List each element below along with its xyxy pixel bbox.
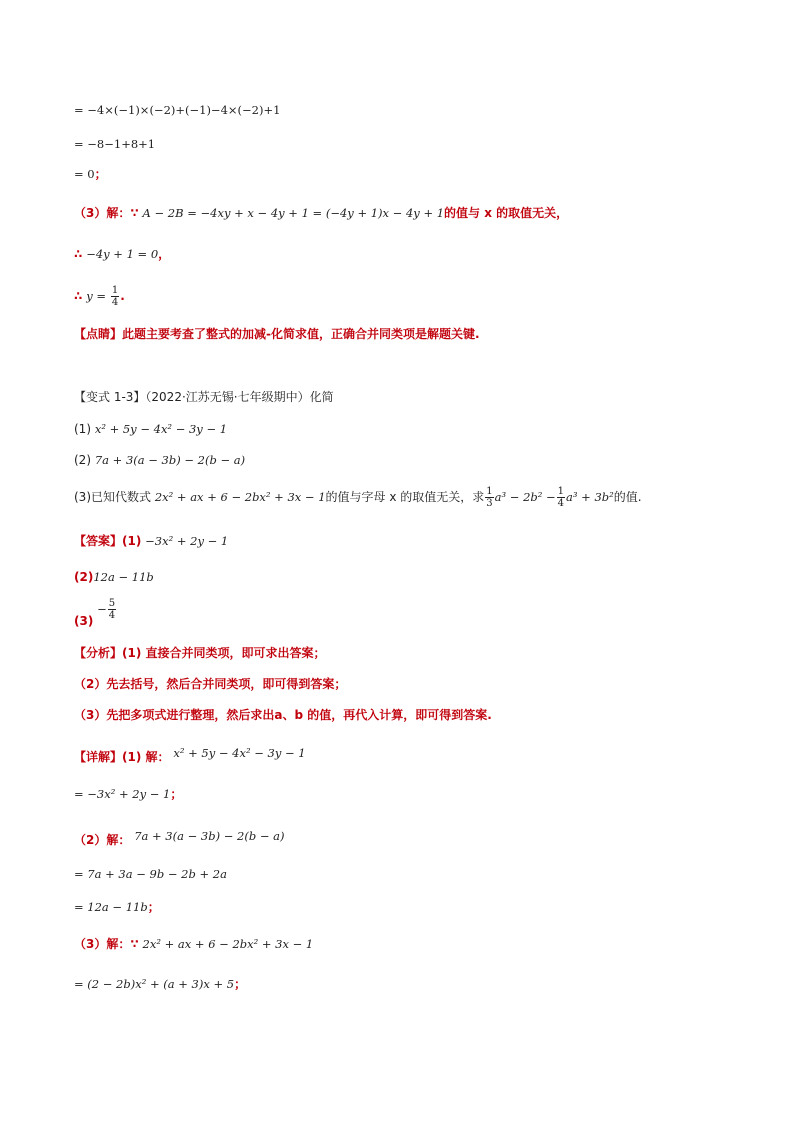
answer-2 (74, 569, 154, 585)
dianjing-tag: 【点睛】 (74, 327, 123, 341)
y-equals: y = (86, 289, 106, 303)
detail-tag: 【详解】 (74, 750, 123, 764)
line-2: = −8−1+8+1 (74, 137, 156, 151)
equation-y: −4y + 1 = 0 (86, 247, 159, 261)
q3-text1: 已知代数式 (91, 490, 152, 504)
step3-text: 的值与 x 的取值无关， (444, 206, 569, 220)
detail3-result: = (2 − 2b)x² + (a + 3)x + 5 (74, 977, 235, 991)
q2-expression: 7a + 3(a − 3b) − 2(b − a) (94, 453, 246, 467)
detail2-expression: 7a + 3(a − 3b) − 2(b − a) (134, 829, 285, 843)
detail1-label: (1) 解： (122, 750, 170, 764)
therefore-symbol: ∴ (74, 247, 83, 261)
fraction-five-quarters: $\frac{5}{4}$ (108, 598, 116, 621)
detail-3-r1 (74, 976, 246, 992)
answer-3 (74, 596, 117, 634)
analysis-2: （2）先去括号，然后合并同类项，即可得到答案； (74, 677, 347, 691)
detail2-result: = 12a − 11b (74, 900, 148, 914)
step3-label: （3）解： (74, 206, 131, 220)
detail-1 (74, 745, 306, 765)
comma: ， (158, 247, 171, 261)
q3-text3: 的值. (613, 490, 642, 504)
because-symbol: ∵ (130, 937, 139, 951)
detail-2-r2 (74, 899, 160, 915)
line-5 (74, 246, 170, 262)
line-3 (74, 166, 107, 182)
question-1 (74, 421, 227, 437)
dianjing-text: 此题主要考查了整式的加减-化简求值，正确合并同类项是解题关键. (122, 327, 480, 341)
analysis-text-1: (1) 直接合并同类项，即可求出答案； (122, 646, 326, 660)
detail1-expression: x² + 5y − 4x² − 3y − 1 (173, 746, 306, 760)
period: . (120, 289, 125, 303)
answer-tag: 【答案】 (74, 534, 123, 548)
detail2-label: （2）解： (74, 833, 131, 847)
variant-heading: 【变式 1-3】（2022·江苏无锡·七年级期中）化简 (74, 390, 334, 404)
detail3-expression: 2x² + ax + 6 − 2bx² + 3x − 1 (142, 937, 314, 951)
detail-3 (74, 936, 313, 952)
analysis-1 (74, 645, 326, 661)
q3-text2: 的值与字母 x 的取值无关，求 (325, 490, 485, 504)
q1-number: (1) (74, 422, 91, 436)
q3-expression: 2x² + ax + 6 − 2bx² + 3x − 1 (154, 490, 326, 504)
semicolon: ； (147, 900, 160, 914)
semicolon: ； (94, 167, 107, 181)
answer-1 (74, 533, 228, 549)
question-3 (74, 484, 642, 510)
q3-expression-2a: a³ − 2b² − (494, 490, 556, 504)
fraction-one-third: $\frac{1}{3}$ (486, 486, 493, 509)
step3-expression: A − 2B = −4xy + x − 4y + 1 = (−4y + 1)x − 4y + 1 (142, 206, 445, 220)
fraction-one-quarter-2: $\frac{1}{4}$ (557, 486, 565, 509)
because-symbol: ∵ (130, 206, 139, 220)
dianjing-line (74, 326, 480, 342)
ans3-sign: − (97, 602, 107, 616)
ans1-number: (1) (122, 534, 142, 548)
ans2-expression: 12a − 11b (93, 570, 154, 584)
ans1-expression: −3x² + 2y − 1 (145, 534, 229, 548)
semicolon: ； (170, 787, 183, 801)
ans3-number: (3) (74, 614, 94, 628)
analysis-3: （3）先把多项式进行整理，然后求出a、b 的值，再代入计算，即可得到答案. (74, 708, 492, 722)
therefore-symbol: ∴ (74, 289, 83, 303)
detail3-label: （3）解： (74, 937, 131, 951)
fraction-one-quarter: $\frac{1}{4}$ (111, 285, 119, 308)
q2-number: (2) (74, 453, 91, 467)
detail-1-result (74, 786, 182, 802)
detail1-result: = −3x² + 2y − 1 (74, 787, 171, 801)
detail-2 (74, 828, 284, 848)
line-6 (74, 284, 125, 308)
analysis-tag: 【分析】 (74, 646, 123, 660)
detail-2-r1: = 7a + 3a − 9b − 2b + 2a (74, 867, 227, 881)
question-2 (74, 452, 245, 468)
line-4 (74, 205, 568, 221)
q3-number: (3) (74, 490, 91, 504)
result-zero: = 0 (74, 167, 95, 181)
line-1: = −4×(−1)×(−2)+(−1)−4×(−2)+1 (74, 103, 281, 117)
q3-expression-2b: a³ + 3b² (566, 490, 614, 504)
semicolon: ； (234, 977, 247, 991)
q1-expression: x² + 5y − 4x² − 3y − 1 (94, 422, 228, 436)
ans2-number: (2) (74, 570, 94, 584)
